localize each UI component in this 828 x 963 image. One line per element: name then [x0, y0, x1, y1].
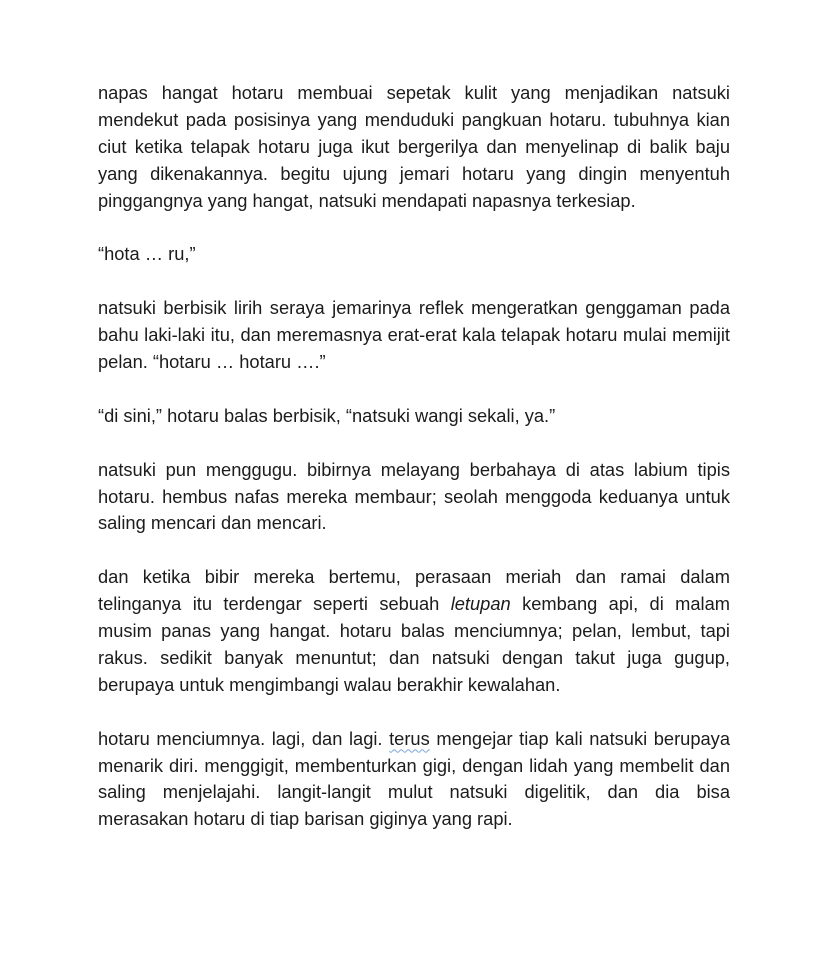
document-body: [98, 80, 730, 833]
spellcheck-underlined-word[interactable]: terus: [389, 727, 430, 749]
paragraph-6: [98, 564, 730, 699]
paragraph-6-text-a: dan ketika bibir mereka bertemu, perasaan meriah dan ramai dalam telinganya itu terdengar seperti sebuah: [98, 566, 730, 615]
paragraph-7-text-a: hotaru menciumnya. lagi, dan lagi.: [98, 727, 390, 749]
paragraph-5: natsuki pun menggugu. bibirnya melayang berbahaya di atas labium tipis hotaru. hembus nafas mereka membaur; seolah menggoda keduanya untuk saling mencari dan mencari.: [98, 458, 730, 534]
italic-word: letupan: [450, 593, 511, 615]
paragraph-2: “hota … ru,”: [98, 243, 196, 265]
paragraph-3: natsuki berbisik lirih seraya jemarinya reflek mengeratkan genggaman pada bahu laki-laki itu, dan meremasnya erat-erat kala telapak hotaru mulai memijit pelan. “hotaru … hotaru ….”: [98, 297, 730, 373]
paragraph-7: [98, 726, 730, 834]
paragraph-4: “di sini,” hotaru balas berbisik, “natsuki wangi sekali, ya.”: [98, 404, 556, 426]
paragraph-1: napas hangat hotaru membuai sepetak kulit yang menjadikan natsuki mendekut pada posisinya yang menduduki pangkuan hotaru. tubuhnya kian ciut ketika telapak hotaru juga ikut bergerilya dan menyelinap di balik baju yang dikenakannya. begitu ujung jemari hotaru yang dingin menyentuh pinggangnya yang hangat, natsuki mendapati napasnya terkesiap.: [98, 82, 730, 211]
paragraph-6-text-b: kembang api, di malam musim panas yang hangat. hotaru balas menciumnya; pelan, lembut, tapi rakus. sedikit banyak menuntut; dan natsuki dengan takut juga gugup, berupaya untuk mengimbangi walau berakhir kewalahan.: [98, 593, 731, 695]
paragraph-7-text-b: mengejar tiap kali natsuki berupaya menarik diri. menggigit, membenturkan gigi, dengan lidah yang membelit dan saling menjelajahi. langit-langit mulut natsuki digelitik, dan dia bisa merasakan hotaru di tiap barisan giginya yang rapi.: [98, 727, 730, 830]
